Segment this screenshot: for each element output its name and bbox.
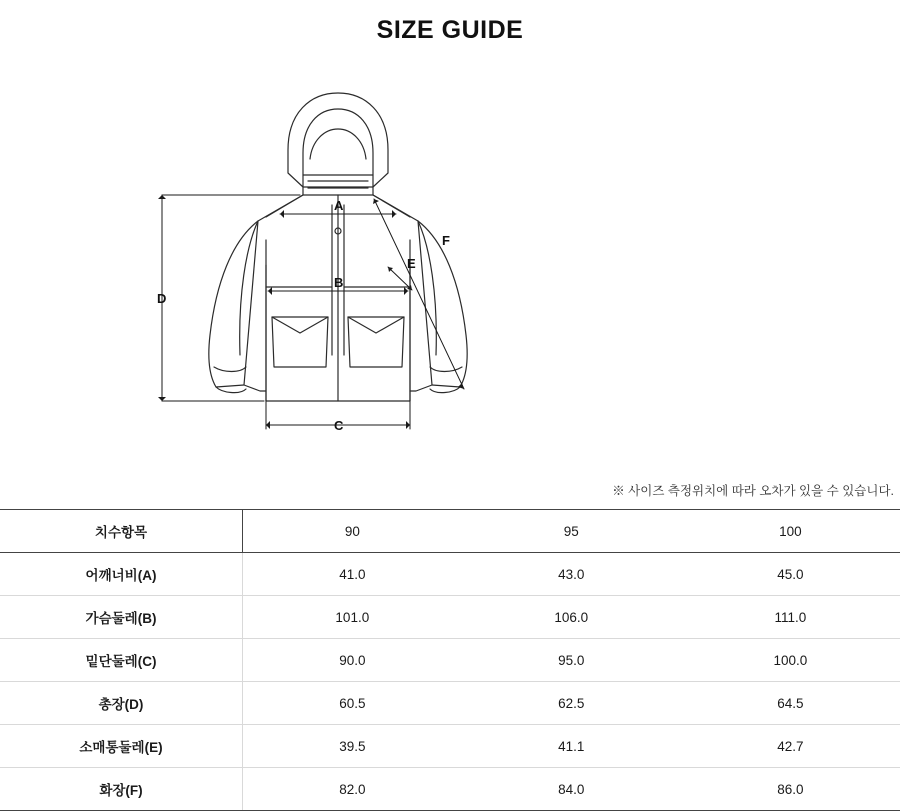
table-row (0, 768, 900, 811)
dim-label-a: A (334, 198, 344, 213)
row-value: 106.0 (462, 596, 681, 639)
jacket-measurement-diagram (0, 55, 900, 455)
table-header-size-90: 90 (243, 510, 462, 553)
right-pocket-flap (348, 317, 404, 333)
collar (303, 175, 373, 195)
dim-label-b: B (334, 275, 344, 290)
jacket-illustration-svg (140, 55, 760, 445)
left-pocket-flap (272, 317, 328, 333)
table-header-row (0, 510, 900, 553)
row-value: 62.5 (462, 682, 681, 725)
row-label: 총장(D) (0, 682, 243, 725)
row-label: 가슴둘레(B) (0, 596, 243, 639)
row-value: 101.0 (243, 596, 462, 639)
row-value: 43.0 (462, 553, 681, 596)
row-value: 39.5 (243, 725, 462, 768)
size-guide-page (0, 16, 900, 801)
right-pocket (348, 317, 404, 367)
dim-label-e: E (407, 256, 416, 271)
measurement-note: ※ 사이즈 측정위치에 따라 오차가 있을 수 있습니다. (612, 484, 894, 498)
hood-inner-2 (310, 129, 366, 159)
row-value: 90.0 (243, 639, 462, 682)
size-table (0, 509, 900, 811)
row-value: 41.0 (243, 553, 462, 596)
row-value: 95.0 (462, 639, 681, 682)
row-value: 100.0 (681, 639, 900, 682)
dim-label-d: D (157, 291, 167, 306)
row-value: 111.0 (681, 596, 900, 639)
table-row (0, 553, 900, 596)
hood-inner (303, 109, 373, 175)
left-cuff (216, 387, 246, 393)
dim-label-c: C (334, 418, 344, 433)
right-cuff (430, 387, 460, 393)
row-value: 45.0 (681, 553, 900, 596)
table-row (0, 682, 900, 725)
row-value: 84.0 (462, 768, 681, 811)
row-value: 82.0 (243, 768, 462, 811)
size-table-body (0, 553, 900, 811)
left-cuff-line (214, 367, 246, 372)
row-value: 86.0 (681, 768, 900, 811)
table-header-size-100: 100 (681, 510, 900, 553)
row-label: 어깨너비(A) (0, 553, 243, 596)
row-value: 60.5 (243, 682, 462, 725)
dim-label-f: F (442, 233, 450, 248)
right-cuff-line (430, 367, 462, 372)
table-row (0, 596, 900, 639)
table-header-size-95: 95 (462, 510, 681, 553)
page-title: SIZE GUIDE (376, 16, 524, 44)
row-value: 42.7 (681, 725, 900, 768)
row-label: 화장(F) (0, 768, 243, 811)
table-row (0, 725, 900, 768)
row-label: 소매통둘레(E) (0, 725, 243, 768)
size-table-head (0, 510, 900, 553)
row-value: 64.5 (681, 682, 900, 725)
table-row (0, 639, 900, 682)
table-header-item: 치수항목 (0, 510, 243, 553)
row-label: 밑단둘레(C) (0, 639, 243, 682)
row-value: 41.1 (462, 725, 681, 768)
left-pocket (272, 317, 328, 367)
